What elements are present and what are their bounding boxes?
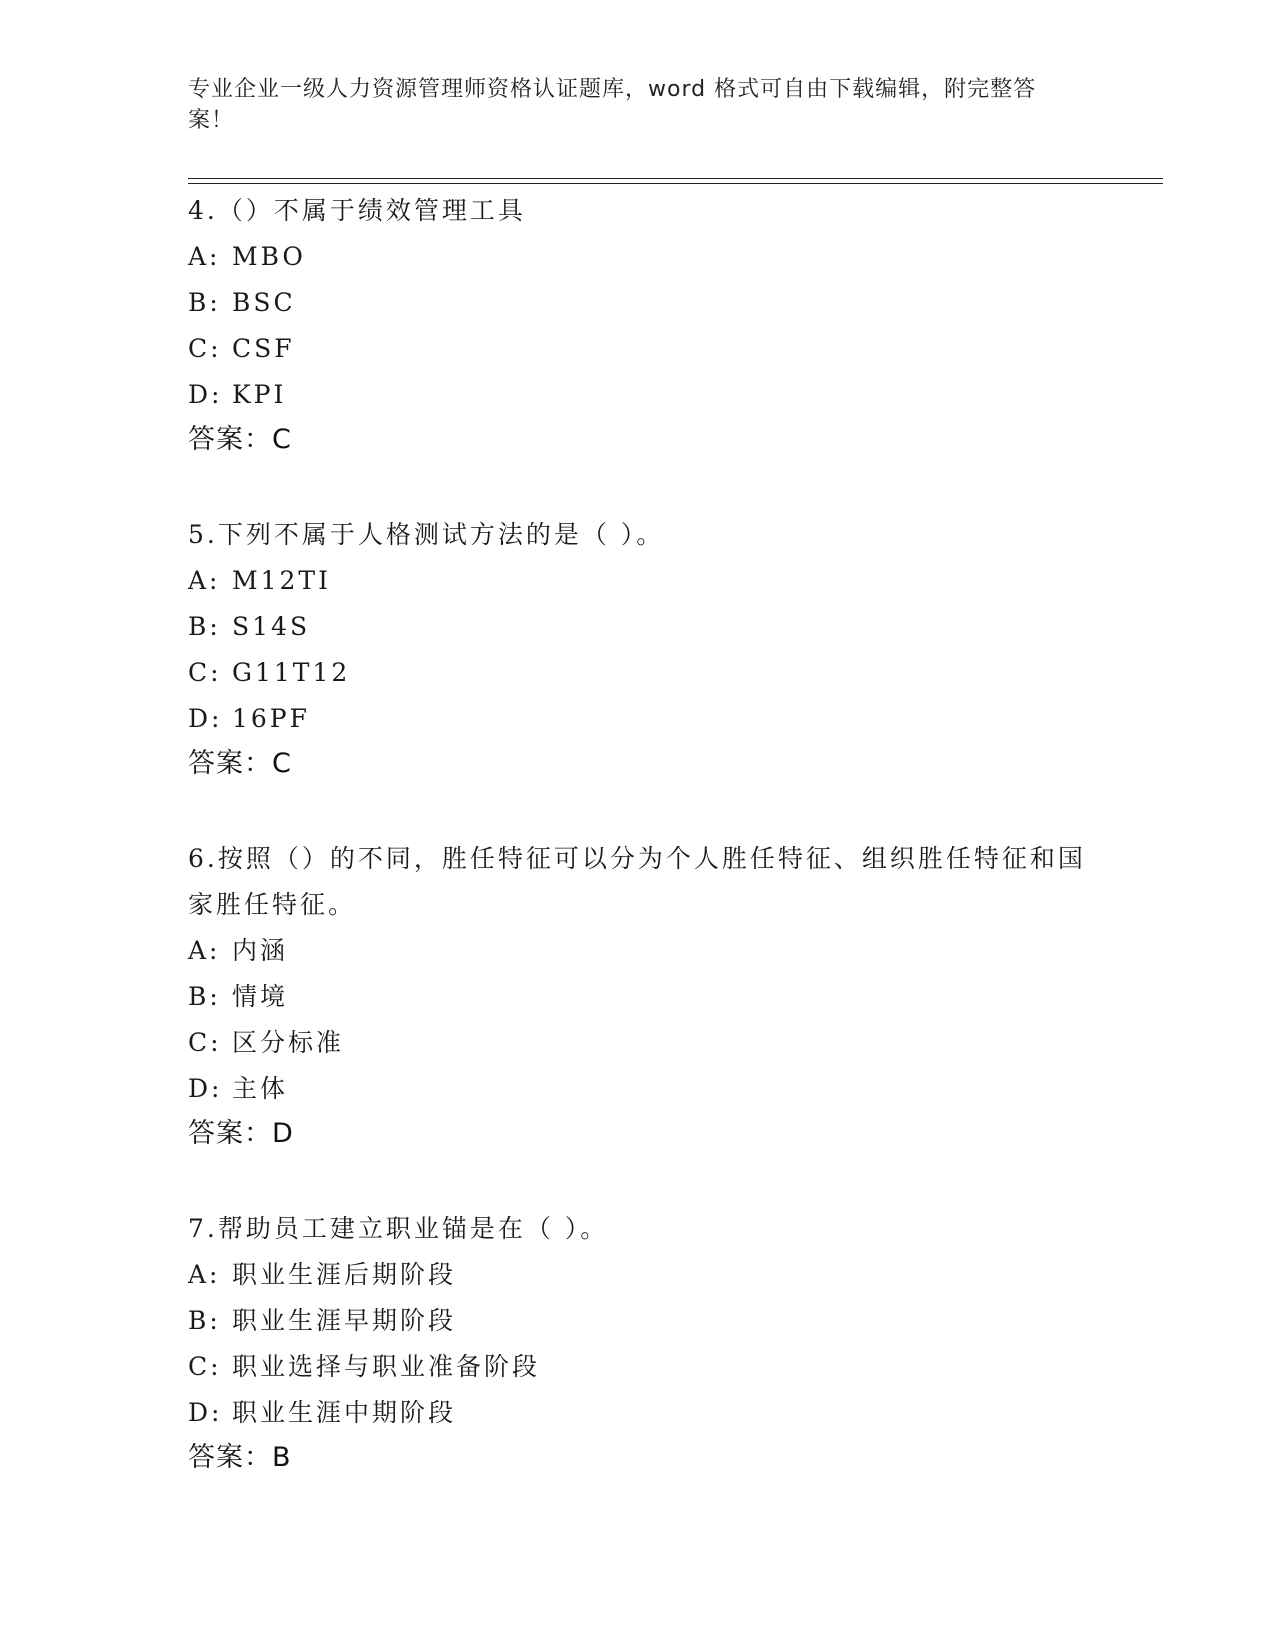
answer-label: 答案： (188, 1442, 272, 1473)
option-letter: D: (188, 1398, 223, 1427)
option-text: 职业生涯后期阶段 (232, 1260, 457, 1289)
option-c (188, 1020, 1088, 1066)
option-c (188, 326, 1088, 372)
option-letter: D: (188, 380, 223, 409)
option-d (188, 372, 1088, 418)
option-letter: B: (188, 288, 221, 317)
option-a (188, 558, 1088, 604)
option-b (188, 974, 1088, 1020)
option-d (188, 1390, 1088, 1436)
option-text: S14S (232, 612, 311, 641)
option-b (188, 1298, 1088, 1344)
option-text: 职业生涯早期阶段 (232, 1306, 457, 1335)
option-letter: A: (188, 1260, 221, 1289)
option-d (188, 1066, 1088, 1112)
option-text: MBO (232, 242, 306, 271)
option-letter: A: (188, 936, 221, 965)
answer-line (188, 418, 1088, 462)
option-letter: B: (188, 612, 221, 641)
option-a (188, 234, 1088, 280)
question-6 (188, 836, 1088, 1156)
option-text: BSC (232, 288, 296, 317)
option-letter: C: (188, 658, 222, 687)
answer-value: C (272, 748, 292, 779)
option-a (188, 928, 1088, 974)
option-text: 职业选择与职业准备阶段 (232, 1352, 541, 1381)
option-text: M12TI (232, 566, 331, 595)
answer-line (188, 742, 1088, 786)
question-7 (188, 1206, 1088, 1480)
question-spacer (188, 462, 1088, 512)
option-b (188, 604, 1088, 650)
option-b (188, 280, 1088, 326)
question-stem: 6.按照（）的不同，胜任特征可以分为个人胜任特征、组织胜任特征和国家胜任特征。 (188, 844, 1086, 919)
option-text: 区分标准 (232, 1028, 345, 1057)
answer-label: 答案： (188, 1118, 272, 1149)
option-c (188, 1344, 1088, 1390)
option-text: CSF (232, 334, 295, 363)
answer-value: B (272, 1442, 292, 1473)
answer-value: C (272, 424, 292, 455)
option-letter: B: (188, 982, 221, 1011)
option-text: 主体 (232, 1074, 289, 1103)
question-5 (188, 512, 1088, 786)
option-text: 16PF (232, 704, 310, 733)
option-a (188, 1252, 1088, 1298)
question-stem: 4.（）不属于绩效管理工具 (188, 196, 526, 225)
option-d (188, 696, 1088, 742)
question-stem: 5.下列不属于人格测试方法的是（ ）。 (188, 520, 665, 549)
option-text: 内涵 (232, 936, 289, 965)
question-list (188, 188, 1088, 1480)
option-text: G11T12 (232, 658, 351, 687)
question-spacer (188, 786, 1088, 836)
answer-line (188, 1112, 1088, 1156)
option-text: 情境 (232, 982, 289, 1011)
header-divider-top (188, 178, 1163, 179)
question-stem: 7.帮助员工建立职业锚是在（ ）。 (188, 1214, 609, 1243)
answer-label: 答案： (188, 748, 272, 779)
option-letter: B: (188, 1306, 221, 1335)
question-4 (188, 188, 1088, 462)
option-letter: A: (188, 242, 221, 271)
answer-value: D (272, 1118, 294, 1149)
option-letter: A: (188, 566, 221, 595)
option-text: 职业生涯中期阶段 (232, 1398, 457, 1427)
option-c (188, 650, 1088, 696)
question-spacer (188, 1156, 1088, 1206)
option-text: KPI (232, 380, 287, 409)
header-divider-bottom (188, 183, 1163, 184)
document-header: 专业企业一级人力资源管理师资格认证题库，word 格式可自由下载编辑，附完整答案！ (188, 77, 1037, 133)
answer-line (188, 1436, 1088, 1480)
option-letter: C: (188, 334, 222, 363)
option-letter: C: (188, 1028, 222, 1057)
option-letter: C: (188, 1352, 222, 1381)
answer-label: 答案： (188, 424, 272, 455)
option-letter: D: (188, 1074, 223, 1103)
option-letter: D: (188, 704, 223, 733)
